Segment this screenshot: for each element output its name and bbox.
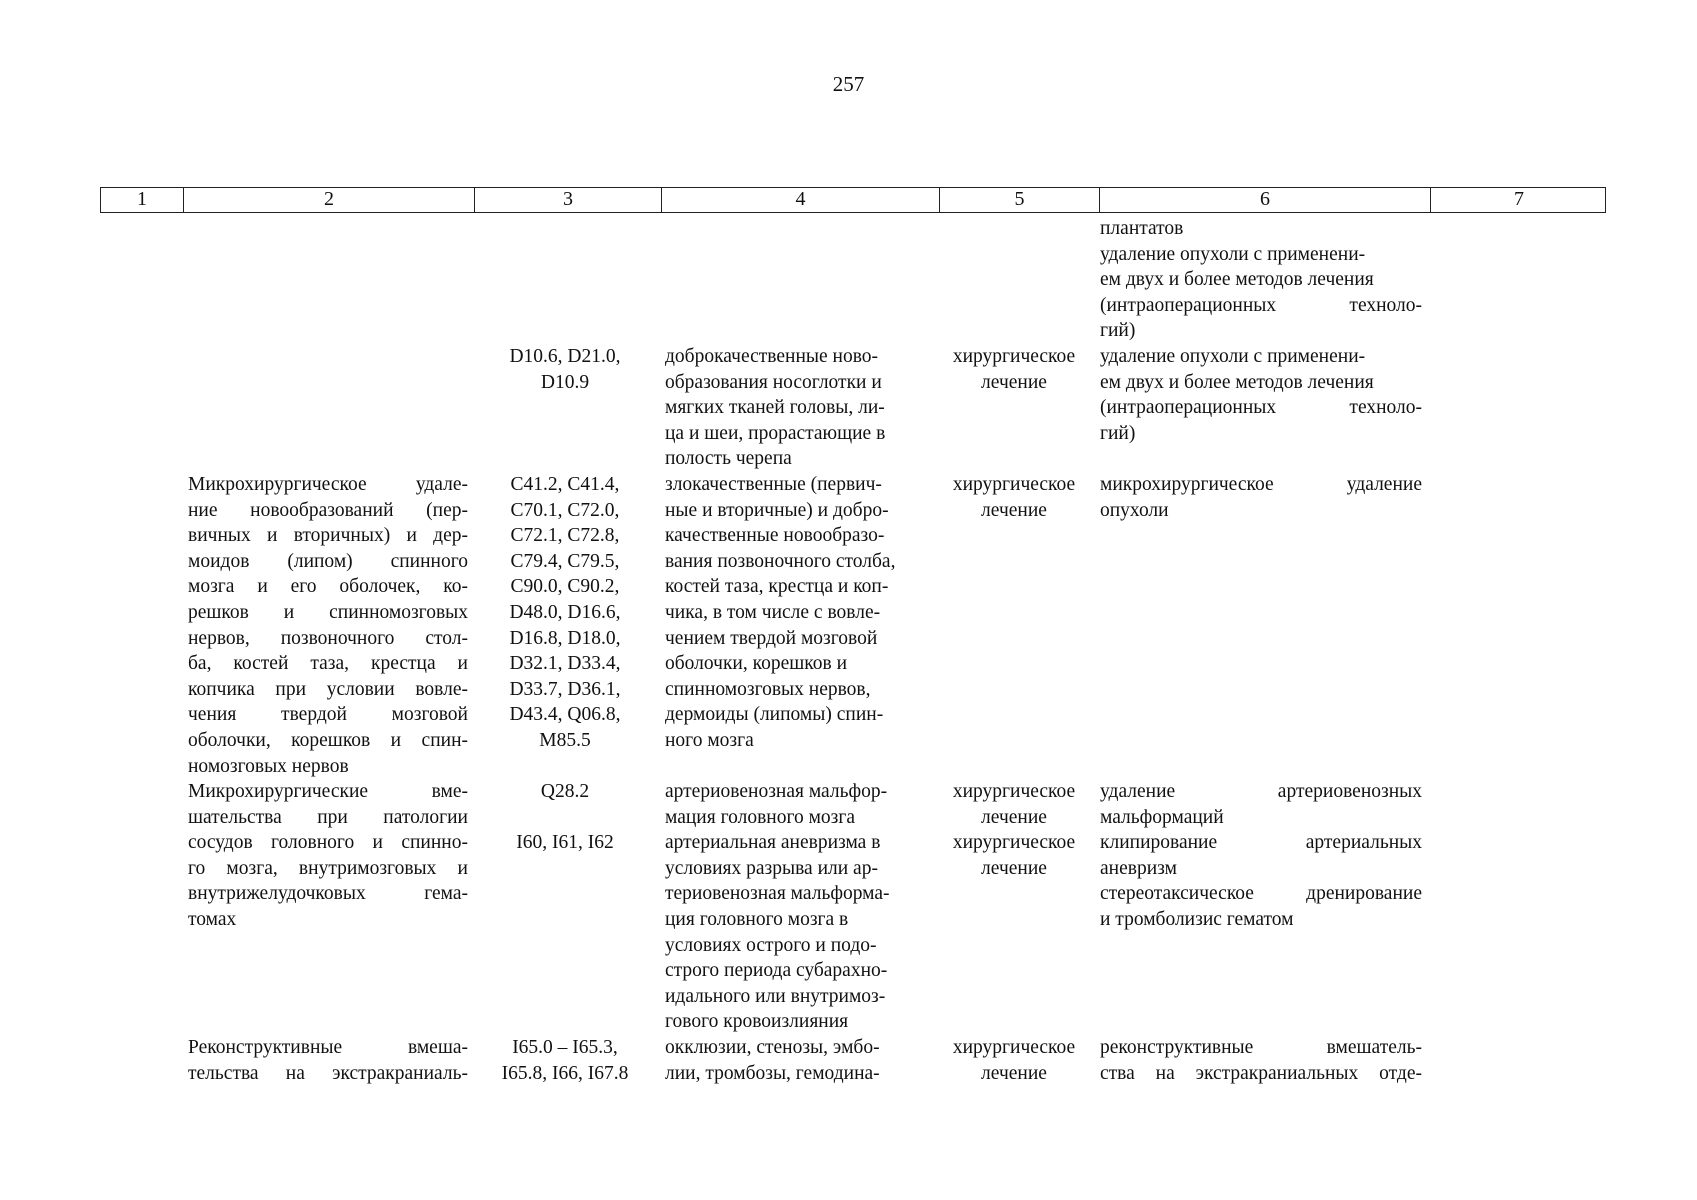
cell-line-r4-col5: лечение [981, 1062, 1047, 1084]
cell-line-r3-col2: сосудов головного и спинно- [188, 832, 468, 854]
cell-line-r2-col5: лечение [981, 499, 1047, 521]
cell-line-r2-col2: мозга и его оболочек, ко- [188, 576, 468, 598]
cell-line-r2-col6: микрохирургическое удаление [1100, 474, 1422, 495]
cell-line-r4-col3: I65.8, I66, I67.8 [501, 1062, 629, 1084]
cell-line-r1-col3: D10.9 [540, 371, 590, 393]
cell-line-r2-col2: ба, костей таза, крестца и [188, 653, 468, 675]
cell-line-r2-col2: чения твердой мозговой [188, 704, 468, 726]
cell-line-r4-col6: ства на экстракраниальных отде- [1100, 1062, 1422, 1084]
header-col-3: 3 [474, 188, 661, 212]
cell-line-r2-col2: копчика при условии вовле- [188, 678, 468, 700]
cell-line-r3-col4: условиях острого и подо- [665, 934, 877, 956]
cell-line-r4-col3: I65.0 – I65.3, [512, 1037, 618, 1058]
cell-line-r2-col4: качественные новообразо- [665, 525, 885, 547]
cell-line-r2-col3: D16.8, D18.0, [509, 627, 621, 649]
cell-line-r1-col4: мягких тканей головы, ли- [665, 397, 885, 419]
cell-line-r2-col3: D48.0, D16.6, [509, 602, 621, 623]
cell-line-r2-col3: C70.1, C72.0, [510, 499, 620, 521]
cell-line-r2-col4: костей таза, крестца и коп- [665, 576, 889, 598]
header-col-1: 1 [137, 188, 147, 210]
cell-line-r3-col3b: I60, I61, I62 [516, 832, 614, 853]
cell-line-r3-col4: ция головного мозга в [665, 909, 849, 930]
cell-line-r2-col2: нервов, позвоночного стол- [188, 627, 468, 649]
column-number-header [100, 187, 1606, 213]
cell-line-r2-col4: спинномозговых нервов, [665, 678, 871, 700]
cell-line-r0-col6: гий) [1100, 320, 1136, 342]
cell-line-r3-col4: идального или внутримоз- [665, 985, 886, 1007]
cell-line-r3-col4: териовенозная мальформа- [665, 883, 890, 905]
cell-line-r2-col2: решков и спинномозговых [188, 602, 468, 623]
cell-line-r2-col3: M85.5 [539, 730, 591, 751]
cell-line-r1-col6: удаление опухоли с применени- [1100, 346, 1366, 367]
cell-line-r3-col6: мальформаций [1100, 806, 1224, 828]
cell-line-r1-col3: D10.6, D21.0, [509, 346, 621, 367]
cell-line-r4-col2: тельства на экстракраниаль- [188, 1062, 468, 1084]
cell-line-r3-col6: клипирование артериальных [1100, 832, 1422, 854]
header-col-7: 7 [1430, 188, 1607, 212]
cell-line-r1-col4: образования носоглотки и [665, 371, 882, 393]
header-col-6: 6 [1099, 188, 1430, 212]
cell-line-r1-col5: хирургическое [952, 346, 1076, 367]
header-col-5: 5 [939, 188, 1099, 212]
cell-line-r3-col4: условиях разрыва или ар- [665, 857, 878, 879]
cell-line-r2-col3: C72.1, C72.8, [510, 525, 620, 547]
cell-line-r2-col3: D33.7, D36.1, [509, 678, 621, 700]
cell-line-r3-col6: аневризм [1100, 857, 1177, 879]
cell-line-r2-col4: злокачественные (первич- [665, 474, 882, 495]
cell-line-r2-col4: чением твердой мозговой [665, 627, 878, 649]
cell-line-r2-col2: ние новообразований (пер- [188, 499, 468, 521]
cell-line-r1-col4: полость черепа [665, 448, 792, 470]
cell-line-r1-col4: ца и шеи, прорастающие в [665, 422, 886, 444]
cell-line-r2-col4: вания позвоночного столба, [665, 550, 896, 572]
cell-line-r3-col2: го мозга, внутримозговых и [188, 857, 468, 879]
cell-line-r4-col4: окклюзии, стенозы, эмбо- [665, 1037, 880, 1058]
cell-line-r3-col4: артериальная аневризма в [665, 832, 881, 854]
cell-line-r3-col4: мация головного мозга [665, 806, 856, 828]
cell-line-r3-col4: строго периода субарахно- [665, 960, 888, 982]
cell-line-r3-col3a: Q28.2 [540, 781, 590, 802]
cell-line-r2-col4: оболочки, корешков и [665, 653, 848, 675]
cell-line-r3-col6: стереотаксическое дренирование [1100, 883, 1422, 905]
cell-line-r2-col2: вичных и вторичных) и дер- [188, 525, 468, 547]
cell-line-r2-col6: опухоли [1100, 499, 1169, 521]
cell-line-r4-col6: реконструктивные вмешатель- [1100, 1037, 1422, 1058]
cell-line-r0-col6: плантатов [1100, 218, 1184, 239]
cell-line-r2-col3: D32.1, D33.4, [509, 653, 621, 675]
cell-line-r1-col6: ем двух и более методов лечения [1100, 371, 1374, 393]
cell-line-r2-col4: чика, в том числе с вовле- [665, 602, 881, 623]
cell-line-r3-col4: артериовенозная мальфор- [665, 781, 888, 802]
header-col-4: 4 [661, 188, 939, 212]
cell-line-r4-col5: хирургическое [952, 1037, 1076, 1058]
cell-line-r3-col6: и тромболизис гематом [1100, 909, 1294, 930]
cell-line-r3-col5b: хирургическое [952, 832, 1076, 853]
cell-line-r1-col4: доброкачественные ново- [665, 346, 879, 367]
cell-line-r2-col4: ного мозга [665, 730, 754, 751]
cell-line-r0-col6: удаление опухоли с применени- [1100, 243, 1366, 265]
cell-line-r4-col2: Реконструктивные вмеша- [188, 1037, 468, 1058]
cell-line-r3-col6: удаление артериовенозных [1100, 781, 1422, 802]
cell-line-r3-col5a: хирургическое [952, 781, 1076, 802]
cell-line-r3-col4: гового кровоизлияния [665, 1011, 849, 1033]
cell-line-r2-col4: ные и вторичные) и добро- [665, 499, 889, 521]
cell-line-r3-col5a: лечение [981, 806, 1047, 828]
cell-line-r2-col4: дермоиды (липомы) спин- [665, 704, 884, 726]
cell-line-r3-col2: шательства при патологии [188, 806, 468, 828]
cell-line-r2-col3: C90.0, C90.2, [510, 576, 620, 598]
cell-line-r2-col5: хирургическое [952, 474, 1076, 495]
header-col-2: 2 [183, 188, 474, 212]
cell-line-r0-col6: (интраоперационных технолo- [1100, 294, 1422, 316]
page-number: 257 [832, 72, 865, 96]
cell-line-r2-col2: номозговых нервов [188, 755, 349, 777]
cell-line-r3-col2: внутрижелудочковых гема- [188, 883, 468, 905]
cell-line-r2-col3: D43.4, Q06.8, [509, 704, 621, 726]
cell-line-r1-col5: лечение [981, 371, 1047, 393]
cell-line-r1-col6: (интраоперационных технолo- [1100, 397, 1422, 419]
cell-line-r2-col2: моидов (липом) спинного [188, 550, 468, 572]
cell-line-r2-col3: C79.4, C79.5, [510, 550, 620, 572]
cell-line-r1-col6: гий) [1100, 422, 1136, 444]
cell-line-r3-col2: Микрохирургические вме- [188, 781, 468, 802]
cell-line-r2-col2: оболочки, корешков и спин- [188, 730, 468, 751]
cell-line-r3-col5b: лечение [981, 857, 1047, 879]
cell-line-r2-col3: C41.2, C41.4, [510, 474, 620, 495]
cell-line-r0-col6: ем двух и более методов лечения [1100, 269, 1374, 291]
cell-line-r2-col2: Микрохирургическое удале- [188, 474, 468, 495]
cell-line-r4-col4: лии, тромбозы, гемодина- [665, 1062, 880, 1084]
cell-line-r3-col2: томах [188, 909, 237, 930]
